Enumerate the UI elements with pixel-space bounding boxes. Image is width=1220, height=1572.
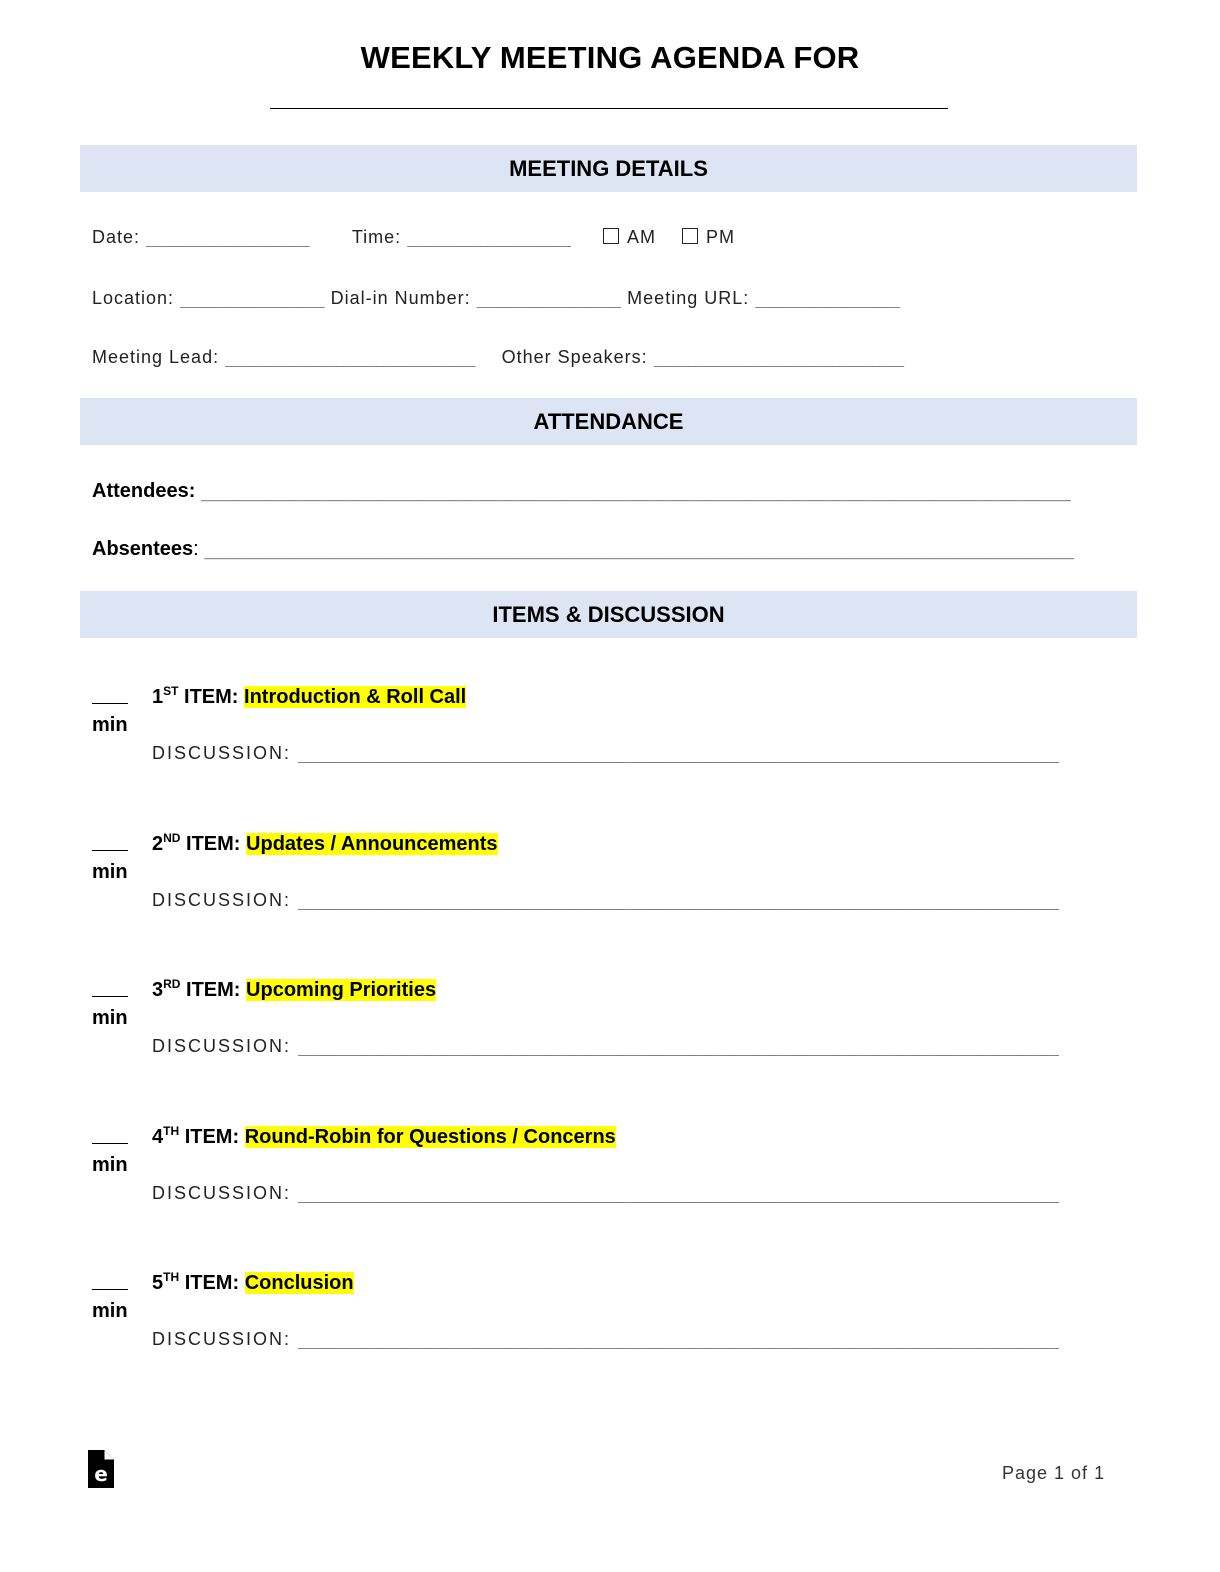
item-number: 5 (152, 1272, 164, 1294)
item-ordinal: TH (163, 1270, 180, 1284)
discussion-row (152, 1183, 1059, 1204)
agenda-item-4 (92, 1126, 1132, 1246)
date-time-row (92, 227, 735, 248)
speakers-field[interactable]: __________________________ (653, 348, 905, 367)
minutes-field[interactable] (92, 996, 128, 997)
attendance-header: ATTENDANCE (80, 398, 1137, 445)
discussion-row (152, 743, 1059, 764)
pm-checkbox[interactable] (682, 228, 698, 244)
discussion-field[interactable]: _______________________________________________________________________________ (298, 744, 1060, 763)
minutes-label: min (92, 714, 128, 736)
am-checkbox[interactable] (603, 228, 619, 244)
absentees-label: Absentees (92, 538, 194, 560)
discussion-field[interactable]: _______________________________________________________________________________ (298, 1330, 1060, 1349)
minutes-field[interactable] (92, 1143, 128, 1144)
discussion-field[interactable]: _______________________________________________________________________________ (298, 1037, 1060, 1056)
discussion-field[interactable]: _______________________________________________________________________________ (298, 891, 1060, 910)
agenda-item-2 (92, 833, 1132, 953)
lead-field[interactable]: __________________________ (225, 348, 476, 367)
pm-label: PM (706, 227, 736, 247)
discussion-label: DISCUSSION: (152, 1036, 292, 1056)
item-number: 3 (152, 979, 164, 1001)
absentees-field[interactable]: _____________________________________________________________________________________ (204, 540, 1075, 560)
date-label: Date: (92, 227, 141, 247)
attendees-row (92, 480, 1071, 503)
absentees-colon: : (193, 538, 199, 560)
item-ordinal: ND (163, 831, 181, 845)
item-word: ITEM: (186, 979, 241, 1001)
items-discussion-header: ITEMS & DISCUSSION (80, 591, 1137, 638)
svg-text:e: e (94, 1462, 108, 1486)
discussion-label: DISCUSSION: (152, 890, 292, 910)
minutes-label: min (92, 1154, 128, 1176)
time-label: Time: (351, 227, 402, 247)
lead-label: Meeting Lead: (92, 347, 220, 367)
discussion-field[interactable]: _______________________________________________________________________________ (298, 1184, 1060, 1203)
discussion-label: DISCUSSION: (152, 1183, 292, 1203)
minutes-label: min (92, 1300, 128, 1322)
meeting-details-header: MEETING DETAILS (80, 145, 1137, 192)
discussion-label: DISCUSSION: (152, 1329, 292, 1349)
item-number: 4 (152, 1126, 164, 1148)
item-topic: Upcoming Priorities (246, 979, 437, 1001)
item-topic: Conclusion (244, 1272, 354, 1294)
dialin-label: Dial-in Number: (330, 288, 471, 308)
discussion-row (152, 1036, 1059, 1057)
item-topic: Round-Robin for Questions / Concerns (244, 1126, 616, 1148)
agenda-item-5 (92, 1272, 1132, 1392)
item-word: ITEM: (186, 833, 241, 855)
url-field[interactable]: _______________ (755, 289, 900, 308)
attendees-label: Attendees: (92, 480, 196, 502)
item-word: ITEM: (184, 1272, 240, 1294)
agenda-item-1 (92, 686, 1132, 806)
page-number: Page 1 of 1 (1002, 1463, 1106, 1483)
url-label: Meeting URL: (627, 288, 750, 308)
discussion-label: DISCUSSION: (152, 743, 292, 763)
item-heading (152, 684, 466, 709)
item-ordinal: TH (163, 1124, 180, 1138)
minutes-field[interactable] (92, 703, 128, 704)
minutes-label: min (92, 861, 128, 883)
item-heading (152, 831, 498, 856)
item-topic: Updates / Announcements (246, 833, 498, 855)
minutes-field[interactable] (92, 850, 128, 851)
item-word: ITEM: (184, 686, 239, 708)
location-field[interactable]: _______________ (180, 289, 325, 308)
discussion-row (152, 1329, 1059, 1350)
agenda-item-3 (92, 979, 1132, 1099)
dialin-field[interactable]: _______________ (476, 289, 622, 308)
item-ordinal: ST (163, 684, 179, 698)
lead-row (92, 347, 904, 368)
item-topic: Introduction & Roll Call (244, 686, 467, 708)
attendees-field[interactable]: _____________________________________________________________________________________ (200, 482, 1071, 502)
absentees-row (92, 538, 1074, 561)
location-row (92, 288, 900, 309)
time-field[interactable]: _________________ (407, 228, 571, 247)
item-heading (152, 1124, 616, 1149)
am-label: AM (627, 227, 656, 247)
minutes-field[interactable] (92, 1289, 128, 1290)
item-heading (152, 1270, 354, 1295)
item-ordinal: RD (163, 977, 181, 991)
date-field[interactable]: _________________ (146, 228, 310, 247)
item-word: ITEM: (184, 1126, 240, 1148)
title-blank-line[interactable] (270, 108, 948, 109)
minutes-label: min (92, 1007, 128, 1029)
speakers-label: Other Speakers: (501, 347, 648, 367)
item-heading (152, 977, 436, 1002)
location-label: Location: (92, 288, 175, 308)
discussion-row (152, 890, 1059, 911)
document-title: WEEKLY MEETING AGENDA FOR (360, 40, 860, 75)
item-number: 1 (152, 686, 164, 708)
eforms-logo-icon (88, 1450, 114, 1488)
item-number: 2 (152, 833, 164, 855)
